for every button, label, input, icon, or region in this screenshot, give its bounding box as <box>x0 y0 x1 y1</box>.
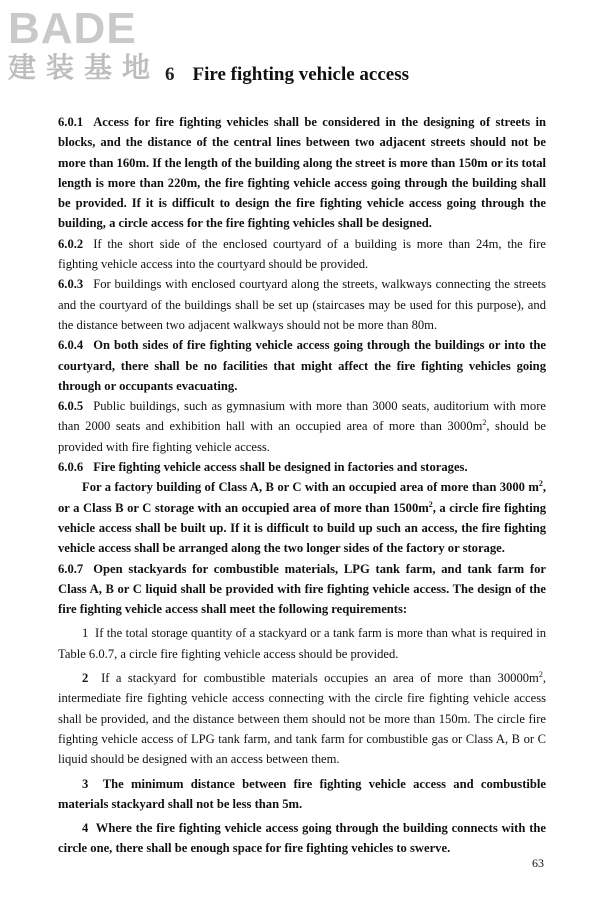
clause-text: , or a Class B or C storage with an occupied area of more than 1500m <box>58 480 546 515</box>
logo-text-en: BADE <box>8 4 137 53</box>
clause-6-0-4 <box>58 335 546 396</box>
clause-6-0-5 <box>58 396 546 457</box>
logo-text-cn: 建装基地 <box>8 51 161 84</box>
clause-6-0-6 <box>58 457 546 477</box>
item-text: If a stackyard for combustible materials occupies an area of more than 30000m <box>101 671 539 686</box>
page-number: 63 <box>532 856 544 870</box>
clause-text: , a circle fire fighting vehicle access shall be built up. If it is difficult to build up such an access, the fire fighting vehicle access shall be arranged along the two longer sides of the factory or storage. <box>58 500 546 556</box>
clause-text: If the short side of the enclosed courtyard of a building is more than 24m, the fire fighting vehicle access into the courtyard should be provided. <box>58 236 546 272</box>
clause-text: Public buildings, such as gymnasium with more than 3000 seats, auditorium with more than 2000 seats and exhibition hall with an occupied area of more than 3000m <box>58 399 546 434</box>
item-text: Where the fire fighting vehicle access going through the building connects with the circle one, there shall be enough space for fire fighting vehicles to swerve. <box>58 821 546 856</box>
superscript: 2 <box>428 499 433 509</box>
item-number: 4 <box>82 821 89 836</box>
item-number: 1 <box>82 626 89 641</box>
clause-number: 6.0.6 <box>58 460 84 475</box>
clause-6-0-2 <box>58 234 546 275</box>
superscript: 2 <box>538 669 543 679</box>
list-item <box>58 623 546 664</box>
clause-text: For buildings with enclosed courtyard along the streets, walkways connecting the streets and the courtyard of the buildings shall be set up (staircases may be used for this purpose), and the distance between two adjacent walkways should not be more than 80m. <box>58 277 546 332</box>
clause-text: For a factory building of Class A, B or C with an occupied area of more than 3000 m <box>82 480 539 495</box>
list-item <box>58 818 546 859</box>
clause-text: Access for fire fighting vehicles shall be considered in the designing of streets in blocks, and the distance of the central lines between two adjacent streets should not be more than 160m. If the length of the building along the street is more than 150m or its total length is more than 220m, the fire fighting vehicle access going through the building shall be provided. If it is difficult to design the fire fighting vehicle access going through the building, a circle access for the fire fighting vehicles shall be designed. <box>58 115 546 231</box>
clause-6-0-1 <box>58 112 546 234</box>
clause-text: On both sides of fire fighting vehicle access going through the buildings or into the courtyard, there shall be no facilities that might affect the fire fighting vehicles going through or occupants evacuating. <box>58 338 546 393</box>
clause-number: 6.0.4 <box>58 338 84 353</box>
section-heading <box>165 64 409 86</box>
list-item <box>58 668 546 769</box>
section-number: 6 <box>165 64 175 85</box>
clause-text: Open stackyards for combustible materials, LPG tank farm, and tank farm for Class A, B or C liquid shall be provided with fire fighting vehicle access. The design of the fire fighting vehicle access shall meet the following requirements: <box>58 561 546 617</box>
clause-text: , should be provided with fire fighting vehicle access. <box>58 419 546 454</box>
clause-number: 6.0.3 <box>58 277 84 292</box>
page-body <box>58 112 546 859</box>
clause-6-0-7 <box>58 559 546 620</box>
item-text: The minimum distance between fire fighting vehicle access and combustible materials stackyard shall not be less than 5m. <box>58 776 546 811</box>
item-text: If the total storage quantity of a stackyard or a tank farm is more than what is required in Table 6.0.7, a circle fire fighting vehicle access should be provided. <box>58 626 546 661</box>
clause-number: 6.0.1 <box>58 115 84 129</box>
clause-6-0-3 <box>58 274 546 335</box>
clause-6-0-6-paragraph <box>58 477 546 558</box>
superscript: 2 <box>482 418 487 428</box>
item-number: 2 <box>82 671 89 686</box>
clause-number: 6.0.5 <box>58 399 84 414</box>
clause-text: Fire fighting vehicle access shall be designed in factories and storages. <box>93 460 468 475</box>
item-text: , intermediate fire fighting vehicle access connecting with the circle fire fighting vehicle access shall be provided, and the distance between them should not be more than 150m. The circle fire fighting vehicle access of LPG tank farm, and tank farm for combustible gas or Class A, B or C liquid should be designed with an access between them. <box>58 671 546 767</box>
superscript: 2 <box>538 479 543 489</box>
list-item <box>58 774 546 815</box>
clause-number: 6.0.7 <box>58 561 84 576</box>
item-number: 3 <box>82 776 89 791</box>
section-title: Fire fighting vehicle access <box>192 64 410 85</box>
clause-number: 6.0.2 <box>58 236 84 251</box>
